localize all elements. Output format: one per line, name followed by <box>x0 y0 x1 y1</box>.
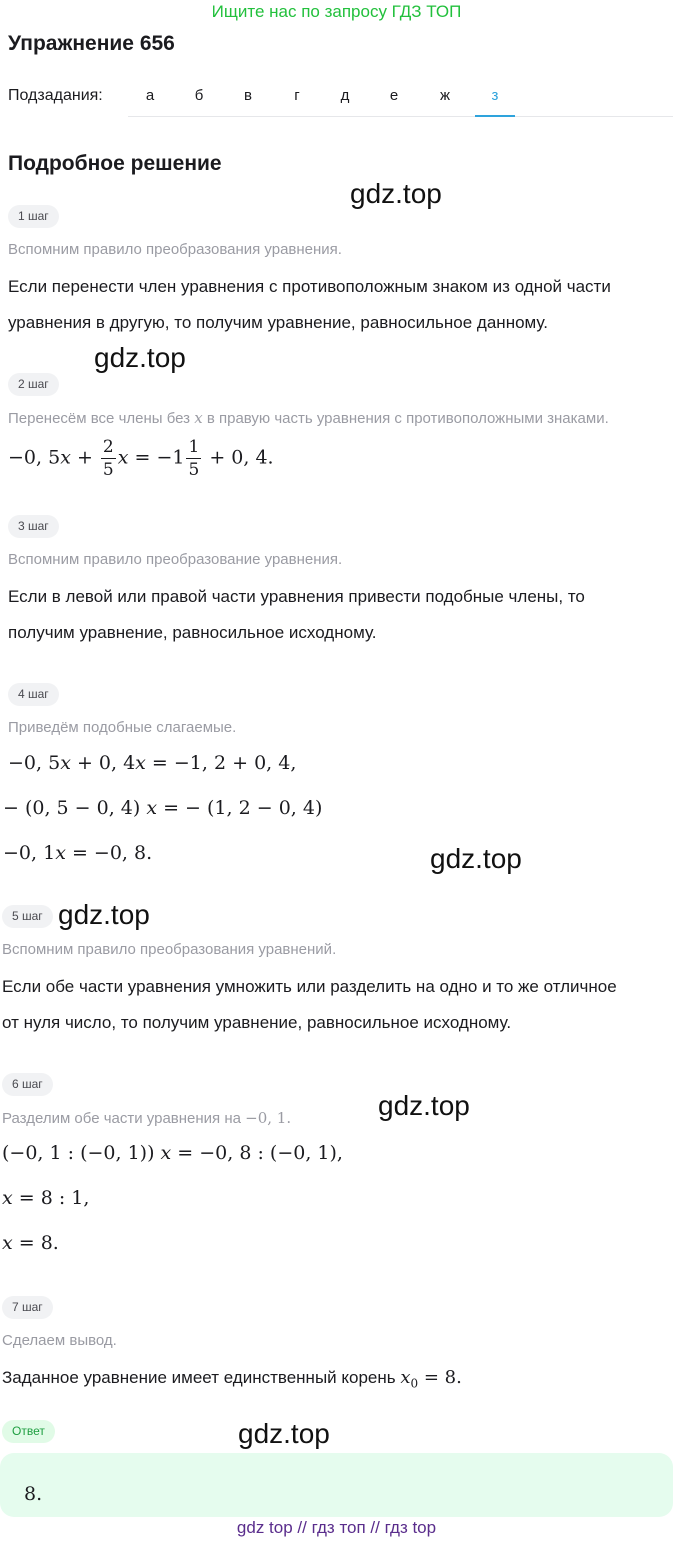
page-title: Упражнение 656 <box>8 32 175 55</box>
step-3-badge: 3 шаг <box>8 515 59 538</box>
footer-links[interactable]: gdz top // гдз топ // гдз top <box>236 1518 437 1537</box>
step-5-line-1: Если обе части уравнения умножить или разделить на одно и то же отличное <box>2 977 617 996</box>
step-2-badge: 2 шаг <box>8 373 59 396</box>
step-5-badge: 5 шаг <box>2 905 53 928</box>
step-2-note-start: Перенесём все члены без <box>8 410 191 427</box>
tab-v[interactable]: в <box>244 87 252 104</box>
step-6-equation-3: x = 8. <box>2 1232 59 1254</box>
step-2-equation: −0, 5x + $\frac{2}{5}$ x = −1 $\frac{1}{5}$ + 0, 4. <box>8 437 274 480</box>
step-6-equation-1: (−0, 1 : (−0, 1)) x = −0, 8 : (−0, 1), <box>2 1142 343 1164</box>
step-2-note <box>8 409 609 427</box>
step-3-line-1: Если в левой или правой части уравнения привести подобные члены, то <box>8 587 585 606</box>
tab-b[interactable]: б <box>194 87 204 104</box>
watermark: gdz.top <box>378 1090 470 1121</box>
step-2-note-variable: x <box>194 409 203 427</box>
step-1-line-1: Если перенести член уравнения с противоположным знаком из одной части <box>8 277 611 296</box>
tab-z[interactable]: з <box>475 87 515 117</box>
step-4-equation-2: − (0, 5 − 0, 4) x = − (1, 2 − 0, 4) <box>3 797 323 819</box>
tab-a[interactable]: а <box>145 87 155 104</box>
answer-badge: Ответ <box>2 1420 55 1443</box>
watermark: gdz.top <box>58 899 150 930</box>
answer-box <box>0 1453 673 1517</box>
tab-e[interactable]: е <box>389 87 399 104</box>
step-7-conclusion-text: Заданное уравнение имеет единственный корень <box>2 1368 396 1387</box>
watermark: gdz.top <box>430 843 522 874</box>
step-7-note: Сделаем вывод. <box>2 1332 117 1349</box>
subtasks-label: Подзадания: <box>8 87 103 104</box>
watermark: gdz.top <box>94 342 186 373</box>
promo-banner[interactable]: Ищите нас по запросу ГДЗ ТОП <box>211 2 462 21</box>
step-3-note: Вспомним правило преобразование уравнения. <box>8 551 343 568</box>
step-6-note <box>2 1109 291 1127</box>
step-7-conclusion <box>2 1367 462 1391</box>
step-6-note-text: Разделим обе части уравнения на <box>2 1110 241 1127</box>
step-5-note: Вспомним правило преобразования уравнений. <box>2 941 337 958</box>
step-6-note-number: −0, 1. <box>245 1109 292 1127</box>
step-2-note-end: в правую часть уравнения с противоположными знаками. <box>206 410 609 427</box>
step-1-note: Вспомним правило преобразования уравнения. <box>8 241 342 258</box>
step-6-badge: 6 шаг <box>2 1073 53 1096</box>
step-4-equation-1: −0, 5x + 0, 4x = −1, 2 + 0, 4, <box>8 752 297 774</box>
step-1-badge: 1 шаг <box>8 205 59 228</box>
step-7-root: $x_0 = 8$. <box>400 1367 462 1391</box>
step-6-equation-2: x = 8 : 1, <box>2 1187 90 1209</box>
step-1-line-2: уравнения в другую, то получим уравнение, равносильное данному. <box>8 313 548 332</box>
step-5-line-2: от нуля число, то получим уравнение, равносильное исходному. <box>2 1013 512 1032</box>
tab-d[interactable]: д <box>340 87 350 104</box>
step-3-line-2: получим уравнение, равносильное исходному. <box>8 623 377 642</box>
step-4-equation-3: −0, 1x = −0, 8. <box>3 842 153 864</box>
watermark: gdz.top <box>350 178 442 209</box>
subtasks-tabs <box>128 80 673 117</box>
tab-g[interactable]: г <box>294 87 300 104</box>
step-7-badge: 7 шаг <box>2 1296 53 1319</box>
answer-value: 8. <box>24 1483 43 1505</box>
section-title: Подробное решение <box>8 152 222 175</box>
tab-zh[interactable]: ж <box>439 87 451 104</box>
step-4-badge: 4 шаг <box>8 683 59 706</box>
step-4-note: Приведём подобные слагаемые. <box>8 719 237 736</box>
watermark: gdz.top <box>238 1418 330 1449</box>
